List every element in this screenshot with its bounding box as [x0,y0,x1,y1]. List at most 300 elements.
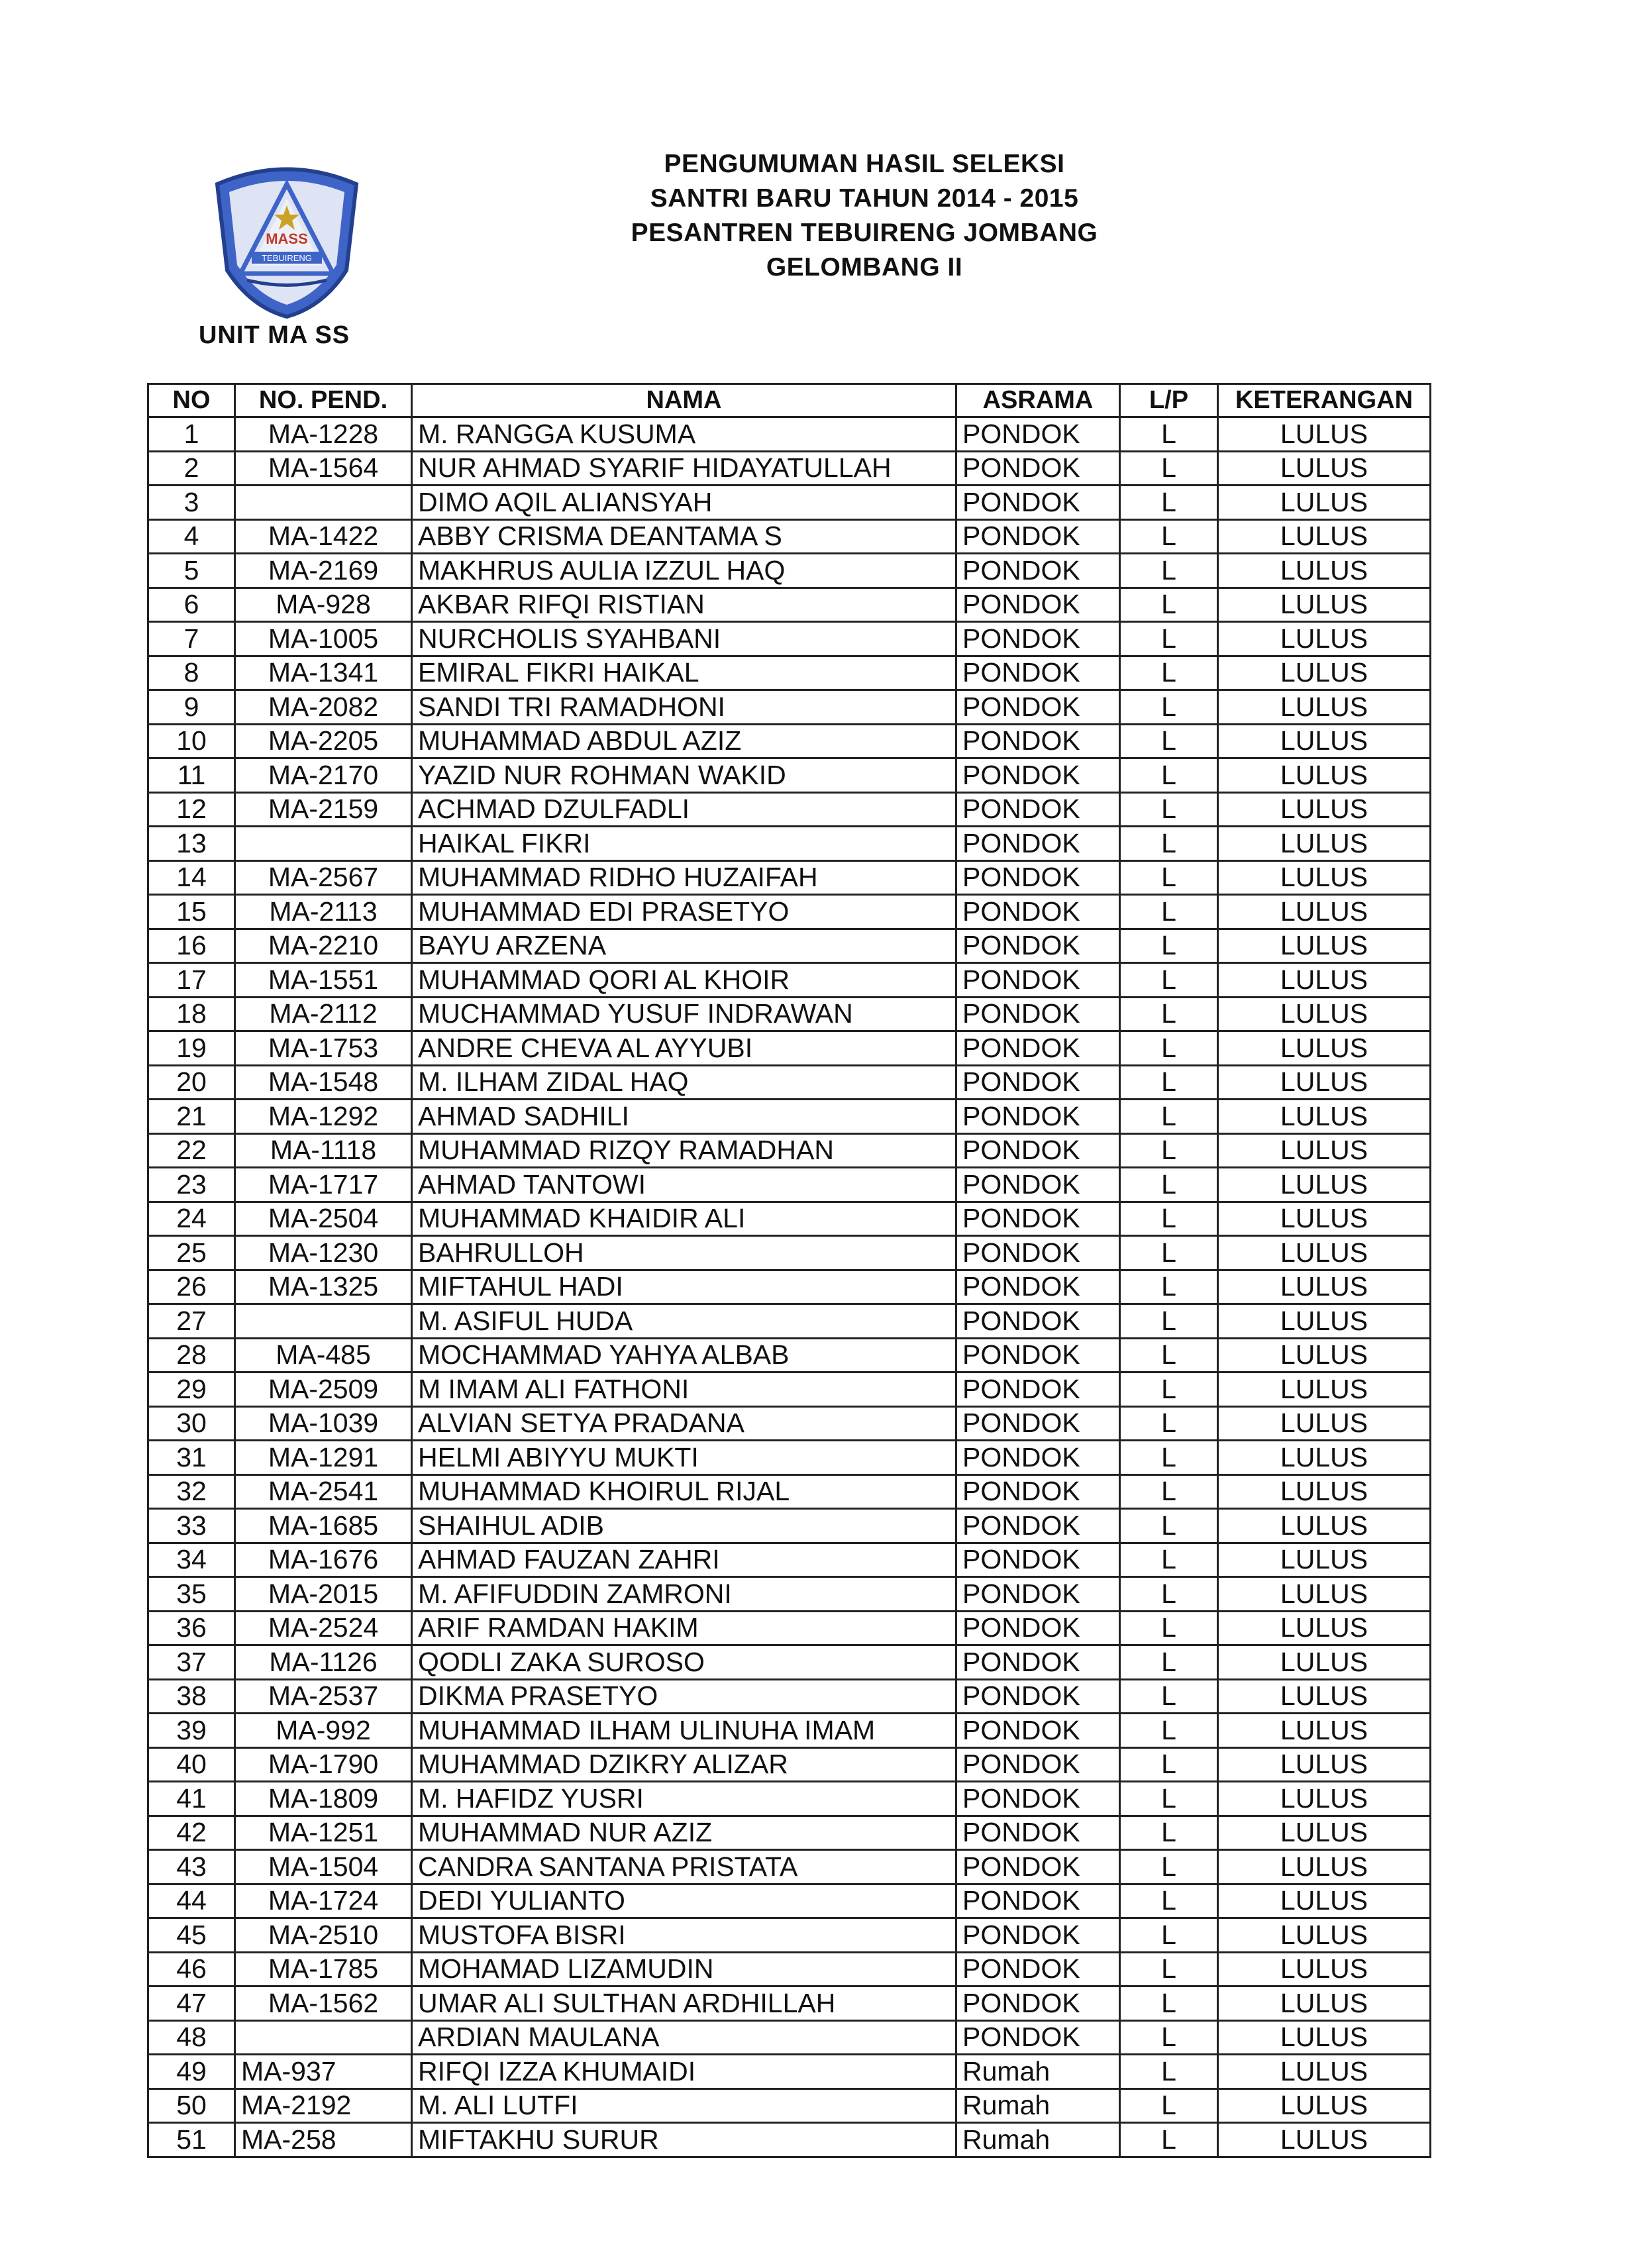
cell-no-pend: MA-1676 [235,1543,412,1577]
cell-lp: L [1120,2088,1218,2123]
cell-asrama: Rumah [956,2055,1120,2089]
cell-asrama: PONDOK [956,1782,1120,1816]
cell-keterangan: LULUS [1218,1782,1431,1816]
cell-lp: L [1120,656,1218,690]
cell-asrama: PONDOK [956,1611,1120,1645]
cell-keterangan: LULUS [1218,1406,1431,1441]
cell-no: 41 [148,1782,235,1816]
cell-asrama: Rumah [956,2088,1120,2123]
cell-keterangan: LULUS [1218,827,1431,861]
cell-no: 25 [148,1236,235,1270]
table-row [148,588,1431,622]
cell-nama: MUCHAMMAD YUSUF INDRAWAN [412,997,956,1031]
cell-no: 19 [148,1031,235,1066]
cell-nama: ARIF RAMDAN HAKIM [412,1611,956,1645]
cell-keterangan: LULUS [1218,1474,1431,1509]
cell-lp: L [1120,1031,1218,1066]
table-row [148,690,1431,725]
cell-keterangan: LULUS [1218,895,1431,929]
cell-lp: L [1120,1065,1218,1100]
cell-keterangan: LULUS [1218,1065,1431,1100]
cell-no-pend: MA-1251 [235,1816,412,1850]
cell-no-pend: MA-1724 [235,1884,412,1918]
cell-lp: L [1120,1372,1218,1407]
cell-nama: M. ILHAM ZIDAL HAQ [412,1065,956,1100]
cell-keterangan: LULUS [1218,1133,1431,1168]
cell-keterangan: LULUS [1218,1816,1431,1850]
cell-asrama: PONDOK [956,1133,1120,1168]
table-row [148,758,1431,793]
cell-keterangan: LULUS [1218,2055,1431,2089]
cell-no: 39 [148,1714,235,1748]
cell-no-pend: MA-1564 [235,451,412,486]
table-row [148,1133,1431,1168]
cell-keterangan: LULUS [1218,486,1431,520]
cell-lp: L [1120,1338,1218,1372]
cell-asrama: PONDOK [956,1986,1120,2021]
table-row [148,554,1431,588]
cell-nama: YAZID NUR ROHMAN WAKID [412,758,956,793]
table-row [148,1816,1431,1850]
cell-no: 20 [148,1065,235,1100]
cell-no-pend: MA-1551 [235,963,412,998]
table-row [148,2088,1431,2123]
cell-asrama: PONDOK [956,1031,1120,1066]
table-row [148,1338,1431,1372]
cell-no: 31 [148,1441,235,1475]
cell-nama: M. RANGGA KUSUMA [412,417,956,452]
table-row [148,451,1431,486]
cell-no-pend: MA-1292 [235,1100,412,1134]
cell-keterangan: LULUS [1218,451,1431,486]
cell-no-pend: MA-1325 [235,1270,412,1304]
cell-asrama: PONDOK [956,1645,1120,1680]
results-table [147,383,1431,2158]
cell-keterangan: LULUS [1218,1611,1431,1645]
cell-lp: L [1120,417,1218,452]
cell-asrama: PONDOK [956,622,1120,656]
cell-nama: AHMAD TANTOWI [412,1168,956,1202]
cell-nama: MUHAMMAD EDI PRASETYO [412,895,956,929]
cell-lp: L [1120,1509,1218,1543]
cell-lp: L [1120,1679,1218,1714]
cell-no: 35 [148,1577,235,1612]
cell-keterangan: LULUS [1218,622,1431,656]
cell-lp: L [1120,1714,1218,1748]
cell-nama: UMAR ALI SULTHAN ARDHILLAH [412,1986,956,2021]
cell-nama: HELMI ABIYYU MUKTI [412,1441,956,1475]
cell-keterangan: LULUS [1218,1918,1431,1953]
cell-no-pend: MA-1504 [235,1850,412,1884]
cell-no-pend: MA-2510 [235,1918,412,1953]
table-row [148,724,1431,758]
cell-no-pend: MA-1785 [235,1952,412,1986]
table-row [148,1372,1431,1407]
cell-no: 32 [148,1474,235,1509]
cell-nama: M. HAFIDZ YUSRI [412,1782,956,1816]
title-line: PENGUMUMAN HASIL SELEKSI [664,150,1065,178]
cell-no-pend: MA-1548 [235,1065,412,1100]
cell-no-pend: MA-2504 [235,1202,412,1236]
cell-asrama: PONDOK [956,1441,1120,1475]
table-row [148,1782,1431,1816]
cell-nama: ARDIAN MAULANA [412,2020,956,2055]
cell-keterangan: LULUS [1218,724,1431,758]
cell-no: 38 [148,1679,235,1714]
cell-keterangan: LULUS [1218,758,1431,793]
cell-no-pend: MA-1422 [235,519,412,554]
cell-nama: CANDRA SANTANA PRISTATA [412,1850,956,1884]
cell-no-pend: MA-937 [235,2055,412,2089]
cell-no: 22 [148,1133,235,1168]
cell-asrama: PONDOK [956,1406,1120,1441]
cell-lp: L [1120,758,1218,793]
unit-label: UNIT MA SS [199,321,350,349]
cell-nama: M. ALI LUTFI [412,2088,956,2123]
cell-nama: MUHAMMAD NUR AZIZ [412,1816,956,1850]
cell-lp: L [1120,1543,1218,1577]
cell-lp: L [1120,1270,1218,1304]
cell-no: 1 [148,417,235,452]
cell-nama: ALVIAN SETYA PRADANA [412,1406,956,1441]
cell-no: 2 [148,451,235,486]
cell-nama: MAKHRUS AULIA IZZUL HAQ [412,554,956,588]
cell-no: 42 [148,1816,235,1850]
table-row [148,1986,1431,2021]
cell-no: 45 [148,1918,235,1953]
cell-no-pend: MA-1341 [235,656,412,690]
cell-keterangan: LULUS [1218,1509,1431,1543]
cell-lp: L [1120,1918,1218,1953]
cell-asrama: PONDOK [956,1202,1120,1236]
cell-lp: L [1120,1133,1218,1168]
cell-no-pend: MA-1790 [235,1747,412,1782]
cell-asrama: PONDOK [956,451,1120,486]
cell-keterangan: LULUS [1218,2020,1431,2055]
cell-keterangan: LULUS [1218,417,1431,452]
cell-nama: MUHAMMAD RIDHO HUZAIFAH [412,860,956,895]
cell-no-pend: MA-2082 [235,690,412,725]
svg-text:TEBUIRENG: TEBUIRENG [262,253,312,263]
cell-asrama: PONDOK [956,417,1120,452]
cell-no: 43 [148,1850,235,1884]
cell-keterangan: LULUS [1218,1645,1431,1680]
cell-nama: AHMAD SADHILI [412,1100,956,1134]
table-row [148,1850,1431,1884]
cell-nama: MUSTOFA BISRI [412,1918,956,1953]
cell-lp: L [1120,1474,1218,1509]
cell-no-pend: MA-1228 [235,417,412,452]
cell-keterangan: LULUS [1218,963,1431,998]
cell-nama: EMIRAL FIKRI HAIKAL [412,656,956,690]
cell-nama: MIFTAKHU SURUR [412,2123,956,2157]
cell-lp: L [1120,1168,1218,1202]
cell-no-pend: MA-1118 [235,1133,412,1168]
cell-nama: MUHAMMAD RIZQY RAMADHAN [412,1133,956,1168]
cell-no-pend: MA-1717 [235,1168,412,1202]
cell-no-pend: MA-485 [235,1338,412,1372]
cell-asrama: PONDOK [956,588,1120,622]
cell-no-pend: MA-1809 [235,1782,412,1816]
table-row [148,1031,1431,1066]
table-row [148,827,1431,861]
cell-no-pend: MA-2509 [235,1372,412,1407]
cell-no: 7 [148,622,235,656]
cell-keterangan: LULUS [1218,1100,1431,1134]
cell-lp: L [1120,2020,1218,2055]
cell-lp: L [1120,724,1218,758]
table-row [148,2123,1431,2157]
cell-no: 11 [148,758,235,793]
cell-lp: L [1120,1577,1218,1612]
cell-asrama: PONDOK [956,895,1120,929]
cell-asrama: PONDOK [956,690,1120,725]
cell-no-pend: MA-2524 [235,1611,412,1645]
cell-no-pend: MA-1562 [235,1986,412,2021]
cell-asrama: PONDOK [956,1747,1120,1782]
cell-lp: L [1120,1236,1218,1270]
table-row [148,1441,1431,1475]
cell-lp: L [1120,1952,1218,1986]
cell-asrama: PONDOK [956,1338,1120,1372]
table-row [148,929,1431,963]
table-row [148,1065,1431,1100]
cell-asrama: PONDOK [956,997,1120,1031]
cell-nama: BAHRULLOH [412,1236,956,1270]
cell-no-pend: MA-2113 [235,895,412,929]
table-row [148,963,1431,998]
cell-keterangan: LULUS [1218,1338,1431,1372]
cell-no: 18 [148,997,235,1031]
cell-lp: L [1120,1611,1218,1645]
table-row [148,1270,1431,1304]
cell-no: 3 [148,486,235,520]
cell-no-pend: MA-2192 [235,2088,412,2123]
cell-nama: MUHAMMAD ILHAM ULINUHA IMAM [412,1714,956,1748]
cell-no: 14 [148,860,235,895]
table-row [148,1918,1431,1953]
cell-no-pend [235,486,412,520]
cell-nama: MUHAMMAD KHOIRUL RIJAL [412,1474,956,1509]
cell-lp: L [1120,1202,1218,1236]
cell-nama: MOCHAMMAD YAHYA ALBAB [412,1338,956,1372]
cell-nama: ACHMAD DZULFADLI [412,792,956,827]
cell-nama: SHAIHUL ADIB [412,1509,956,1543]
table-row [148,417,1431,452]
table-row [148,2055,1431,2089]
cell-no-pend: MA-258 [235,2123,412,2157]
cell-nama: SANDI TRI RAMADHONI [412,690,956,725]
cell-lp: L [1120,1747,1218,1782]
cell-keterangan: LULUS [1218,1031,1431,1066]
cell-no: 30 [148,1406,235,1441]
cell-no-pend: MA-2210 [235,929,412,963]
cell-lp: L [1120,1782,1218,1816]
cell-keterangan: LULUS [1218,1577,1431,1612]
cell-lp: L [1120,860,1218,895]
cell-no: 15 [148,895,235,929]
cell-asrama: PONDOK [956,1270,1120,1304]
cell-lp: L [1120,588,1218,622]
cell-keterangan: LULUS [1218,1679,1431,1714]
cell-no-pend: MA-2205 [235,724,412,758]
cell-lp: L [1120,1304,1218,1339]
cell-nama: MUHAMMAD QORI AL KHOIR [412,963,956,998]
cell-no-pend: MA-2169 [235,554,412,588]
table-row [148,792,1431,827]
cell-asrama: PONDOK [956,1918,1120,1953]
cell-nama: HAIKAL FIKRI [412,827,956,861]
cell-no-pend: MA-928 [235,588,412,622]
cell-keterangan: LULUS [1218,929,1431,963]
cell-nama: M. ASIFUL HUDA [412,1304,956,1339]
cell-lp: L [1120,1406,1218,1441]
table-row [148,656,1431,690]
cell-nama: BAYU ARZENA [412,929,956,963]
cell-keterangan: LULUS [1218,1441,1431,1475]
cell-asrama: PONDOK [956,1304,1120,1339]
cell-no: 40 [148,1747,235,1782]
cell-asrama: PONDOK [956,1884,1120,1918]
header-asrama: ASRAMA [956,384,1120,417]
table-row [148,1100,1431,1134]
cell-no: 8 [148,656,235,690]
cell-no-pend: MA-2015 [235,1577,412,1612]
title-line: PESANTREN TEBUIRENG JOMBANG [631,219,1098,247]
school-logo [211,158,363,320]
table-row [148,1577,1431,1612]
table-header-row [148,384,1431,417]
cell-asrama: PONDOK [956,1816,1120,1850]
cell-no: 6 [148,588,235,622]
cell-lp: L [1120,2123,1218,2157]
cell-lp: L [1120,622,1218,656]
cell-lp: L [1120,1441,1218,1475]
cell-no: 48 [148,2020,235,2055]
cell-lp: L [1120,929,1218,963]
table-row [148,1952,1431,1986]
cell-lp: L [1120,997,1218,1031]
table-row [148,895,1431,929]
table-body [148,417,1431,2157]
table-row [148,1645,1431,1680]
cell-asrama: PONDOK [956,758,1120,793]
table-row [148,1543,1431,1577]
cell-no: 34 [148,1543,235,1577]
cell-keterangan: LULUS [1218,1952,1431,1986]
cell-keterangan: LULUS [1218,1304,1431,1339]
cell-lp: L [1120,792,1218,827]
cell-no-pend: MA-2537 [235,1679,412,1714]
svg-text:MASS: MASS [266,231,308,247]
cell-lp: L [1120,827,1218,861]
table-row [148,1168,1431,1202]
cell-keterangan: LULUS [1218,1543,1431,1577]
table-row [148,1406,1431,1441]
cell-no: 44 [148,1884,235,1918]
cell-nama: ABBY CRISMA DEANTAMA S [412,519,956,554]
cell-no: 24 [148,1202,235,1236]
table-row [148,1714,1431,1748]
cell-no: 16 [148,929,235,963]
cell-asrama: PONDOK [956,486,1120,520]
cell-asrama: PONDOK [956,929,1120,963]
cell-no: 47 [148,1986,235,2021]
cell-lp: L [1120,1100,1218,1134]
table-row [148,1474,1431,1509]
cell-nama: NUR AHMAD SYARIF HIDAYATULLAH [412,451,956,486]
cell-asrama: PONDOK [956,827,1120,861]
cell-keterangan: LULUS [1218,554,1431,588]
cell-no-pend: MA-1685 [235,1509,412,1543]
header-no-pend: NO. PEND. [235,384,412,417]
table-row [148,519,1431,554]
table-row [148,1509,1431,1543]
cell-asrama: PONDOK [956,860,1120,895]
cell-no-pend [235,2020,412,2055]
cell-asrama: PONDOK [956,1065,1120,1100]
cell-asrama: PONDOK [956,554,1120,588]
cell-lp: L [1120,690,1218,725]
cell-asrama: PONDOK [956,1372,1120,1407]
table-row [148,1236,1431,1270]
cell-no: 37 [148,1645,235,1680]
cell-no: 17 [148,963,235,998]
cell-nama: AHMAD FAUZAN ZAHRI [412,1543,956,1577]
cell-no: 51 [148,2123,235,2157]
cell-asrama: PONDOK [956,1509,1120,1543]
cell-asrama: PONDOK [956,1168,1120,1202]
table-row [148,1304,1431,1339]
cell-lp: L [1120,451,1218,486]
header-nama: NAMA [412,384,956,417]
cell-no-pend: MA-2159 [235,792,412,827]
cell-no: 33 [148,1509,235,1543]
cell-nama: DEDI YULIANTO [412,1884,956,1918]
cell-nama: M. AFIFUDDIN ZAMRONI [412,1577,956,1612]
cell-no: 27 [148,1304,235,1339]
cell-lp: L [1120,895,1218,929]
cell-keterangan: LULUS [1218,1850,1431,1884]
cell-keterangan: LULUS [1218,519,1431,554]
table-row [148,1611,1431,1645]
table-row [148,1202,1431,1236]
cell-keterangan: LULUS [1218,690,1431,725]
cell-lp: L [1120,1986,1218,2021]
cell-no-pend: MA-2541 [235,1474,412,1509]
cell-no-pend: MA-1230 [235,1236,412,1270]
cell-nama: DIMO AQIL ALIANSYAH [412,486,956,520]
cell-asrama: PONDOK [956,519,1120,554]
cell-lp: L [1120,1850,1218,1884]
cell-asrama: PONDOK [956,1577,1120,1612]
cell-keterangan: LULUS [1218,1986,1431,2021]
cell-nama: MOHAMAD LIZAMUDIN [412,1952,956,1986]
cell-no: 28 [148,1338,235,1372]
cell-no-pend: MA-1126 [235,1645,412,1680]
table-row [148,997,1431,1031]
cell-keterangan: LULUS [1218,1270,1431,1304]
cell-keterangan: LULUS [1218,1884,1431,1918]
cell-lp: L [1120,2055,1218,2089]
announcement-title [543,147,1186,285]
cell-asrama: PONDOK [956,1679,1120,1714]
cell-nama: M IMAM ALI FATHONI [412,1372,956,1407]
cell-no-pend: MA-1291 [235,1441,412,1475]
cell-no: 26 [148,1270,235,1304]
cell-no: 23 [148,1168,235,1202]
cell-no: 12 [148,792,235,827]
